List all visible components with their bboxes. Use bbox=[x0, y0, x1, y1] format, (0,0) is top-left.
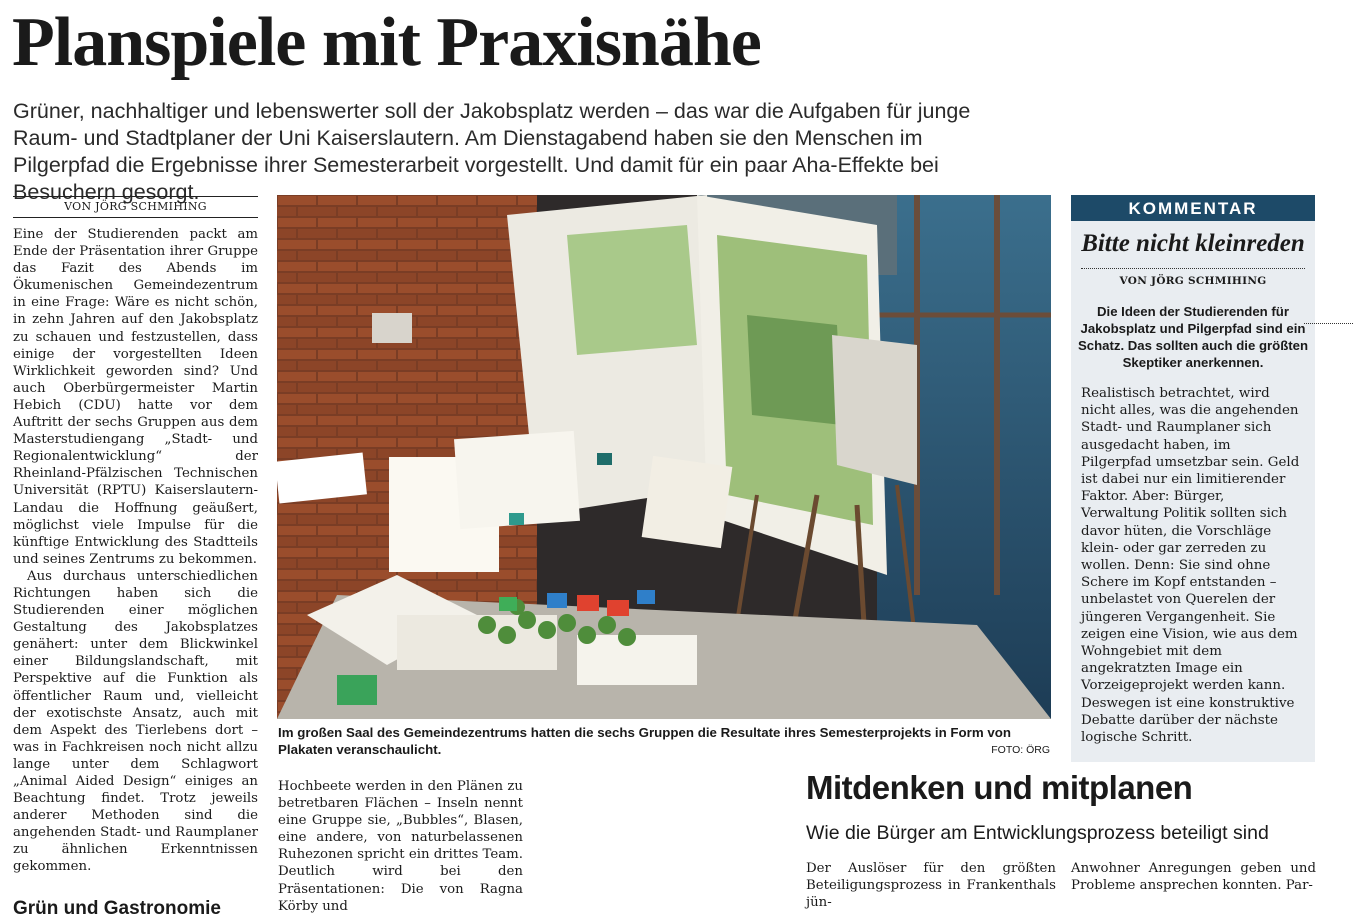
sidebar-article-headline: Mitdenken und mitplanen bbox=[806, 769, 1193, 806]
kommentar-label: KOMMENTAR bbox=[1071, 195, 1315, 221]
sidebar-article-column-1 bbox=[806, 860, 1056, 911]
kommentar-divider bbox=[1081, 268, 1305, 269]
kommentar-teaser: Die Ideen der Studierenden für Jakobsplatz und Pilgerpfad sind ein Schatz. Das sollten auch die größten Skeptiker anerkennen. bbox=[1077, 304, 1309, 370]
photo-caption: Im großen Saal des Gemeindezentrums hatten die sechs Gruppen die Resultate ihres Semesterprojekts in Form von Plakaten veranschaulicht. bbox=[278, 725, 1012, 757]
kommentar-title: Bitte nicht kleinreden bbox=[1081, 230, 1305, 257]
kommentar-body: Realistisch betrachtet, wird nicht alles, was die angehenden Stadt- und Raumplaner sich ausgedacht haben, im Pilgerpfad umsetzbar sein. Geld ist dabei nur ein limitierender Faktor. Aber: Bürger, Verwaltung Politik sollten sich davor hüten, die Vorschläge klein- oder gar zerreden zu wollen. Denn: Sie sind ohne Schere im Kopf entstanden – unbelastet von Querelen der jüngeren Vergangenheit. Sie zeigen eine Vision, wie aus dem Wohngebiet mit dem angekratzten Image ein Vorzeigeprojekt werden kann. Deswegen ist eine konstruktive Debatte darüber der nächste logische Schritt. bbox=[1081, 386, 1300, 746]
photo-credit: FOTO: ÖRG bbox=[991, 744, 1050, 756]
photo-illustration bbox=[277, 195, 1051, 719]
article-paragraph-2: Aus durchaus unterschiedlichen Richtungen haben sich die Studierenden einer möglichen Gestaltung des Jakobsplatzes genähert: unter dem Blickwinkel einer Bildungslandschaft, mit Perspektive auf die Funktion als öffentlicher Raum und, vielleicht der exotischste Ansatz, auch mit dem Aspekt des Tierlebens dort – was in Fachkreisen noch nicht allzu lange unter dem Schlagwort „Animal Aided Design“ einiges an Beachtung findet. Trotz jeweils anderer Methoden sind die angehenden Stadt- und Raumplaner zu ähnlichen Erkenntnissen gekommen. bbox=[13, 568, 258, 875]
article-column-2 bbox=[278, 778, 523, 914]
article-column-1 bbox=[13, 196, 258, 919]
article-paragraph-1: Eine der Studierenden packt am Ende der Präsentation ihrer Gruppe das Fazit des Abends im Ökumenischen Gemeindezentrum in eine Frage: Wäre es nicht schön, in zehn Jahren auf den Jakobsplatz zu schauen und festzustellen, dass einige der vorgestellten Ideen Wirklichkeit geworden sind? Und auch Oberbürgermeister Martin Hebich (CDU) hatte vor dem Auftritt der sechs Gruppen aus dem Masterstudiengang „Stadt- und Regionalentwicklung“ der Rheinland-Pfälzischen Technischen Universität (RPTU) Kaiserslautern-Landau die Hoffnung geäußert, möglichst viele Impulse für die künftige Entwicklung des Stadtteils und seines Zentrums zu bekommen. bbox=[13, 227, 258, 567]
article-headline: Planspiele mit Praxisnähe bbox=[12, 4, 761, 81]
sidebar-article-column-2 bbox=[1071, 860, 1316, 900]
kommentar-box bbox=[1071, 195, 1315, 762]
article-photo bbox=[277, 195, 1051, 719]
article-paragraph-3: Hochbeete werden in den Plänen zu betretbaren Flächen – Inseln nennt eine Gruppe sie, „Bubbles“, Blasen, eine andere, von naturbelassenen Ruhezonen spricht ein drittes Team. Deutlich wird bei den Präsentationen: Die von Ragna Körby und bbox=[278, 779, 523, 914]
dotted-divider bbox=[1304, 323, 1353, 324]
article-byline: VON JÖRG SCHMIHING bbox=[13, 196, 258, 218]
kommentar-byline: VON JÖRG SCHMIHING bbox=[1119, 275, 1267, 287]
sidebar-article-text-1: Der Auslöser für den größten Beteiligungsprozess in Frankenthals jün- bbox=[806, 861, 1056, 911]
article-lede: Grüner, nachhaltiger und lebenswerter soll der Jakobsplatz werden – das war die Aufgaben für junge Raum- und Stadtplaner der Uni Kaiserslautern. Am Dienstagabend haben sie den Menschen im Pilgerpfad die Ergebnisse ihrer Semesterarbeit vorgestellt. Und damit für ein paar Aha-Effekte bei Besuchern gesorgt. bbox=[13, 99, 971, 204]
sidebar-article-subhead: Wie die Bürger am Entwicklungsprozess beteiligt sind bbox=[806, 822, 1269, 844]
article-subhead: Grün und Gastronomie bbox=[13, 897, 221, 919]
sidebar-article-text-2: Anwohner Anregungen geben und Probleme ansprechen konnten. Par- bbox=[1071, 861, 1316, 894]
